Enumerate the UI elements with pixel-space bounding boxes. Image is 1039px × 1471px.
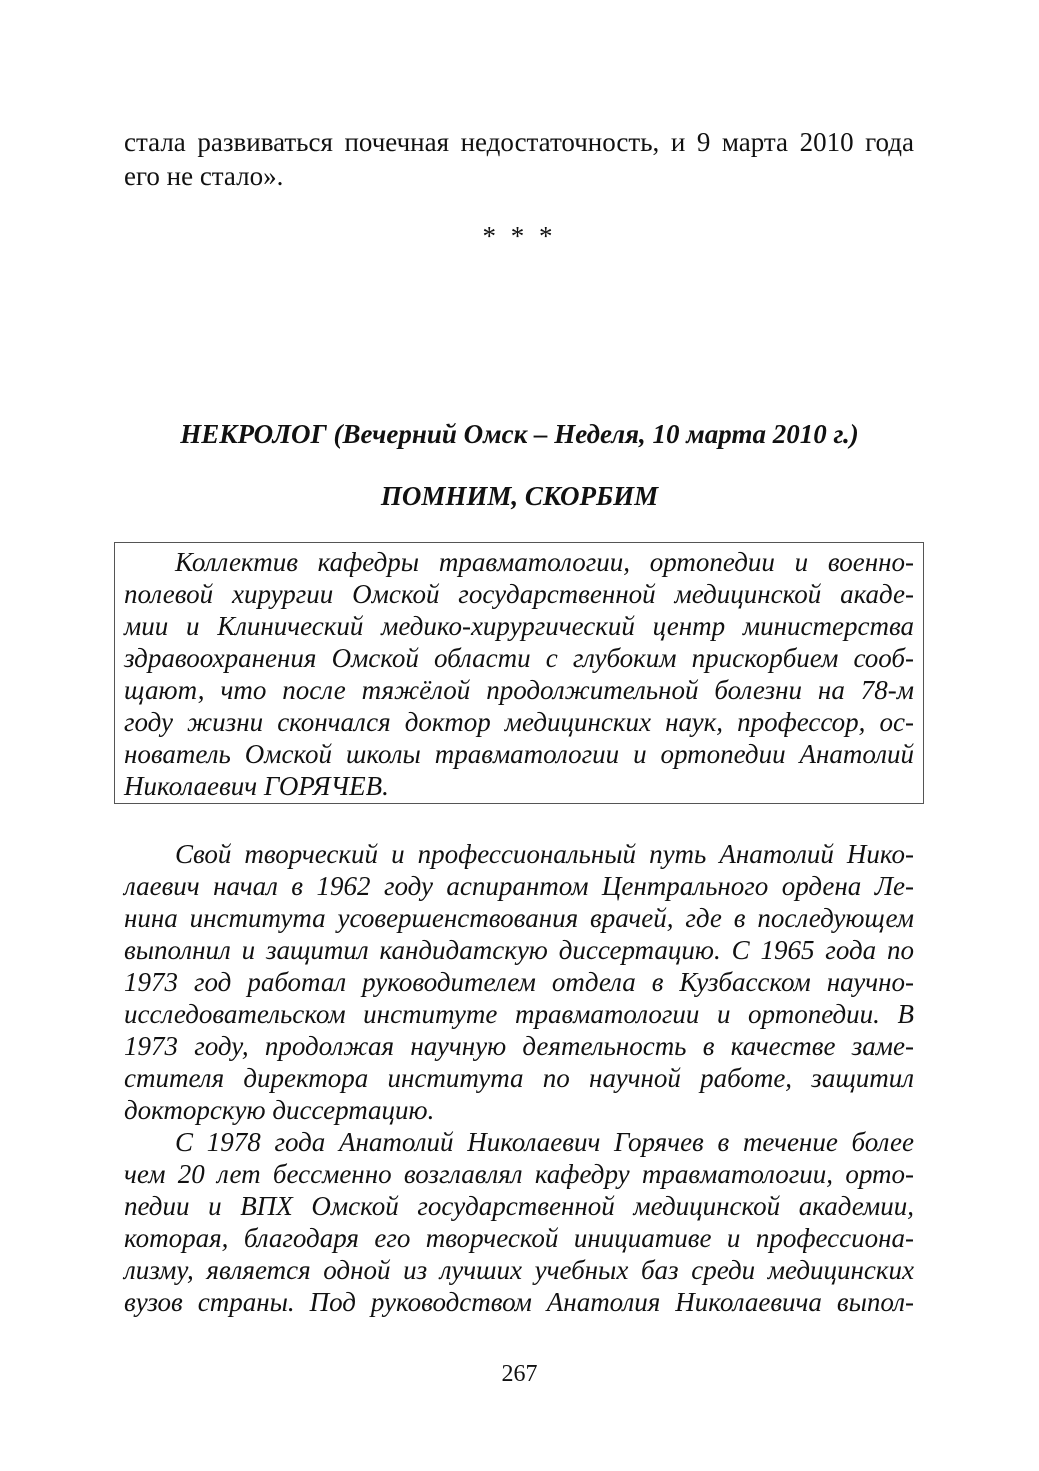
box-line-6: году жизни скончался доктор медицинских наук, профессор, ос-: [124, 707, 914, 737]
intro-line-2: его не стало».: [124, 161, 284, 191]
obituary-subheading: ПОМНИМ, СКОРБИМ: [380, 481, 659, 511]
paragraph2-line-3: педии и ВПХ Омской государственной медицинской академии,: [124, 1191, 914, 1221]
paragraph1-line-6: исследовательском институте травматологии и ортопедии. В: [124, 999, 914, 1029]
paragraph1-line-2: лаевич начал в 1962 году аспирантом Центрального ордена Ле-: [124, 871, 914, 901]
section-separator: * * *: [482, 221, 557, 251]
intro-line-1: стала развиваться почечная недостаточность, и 9 марта 2010 года: [124, 127, 914, 157]
paragraph2-line-2: чем 20 лет бессменно возглавлял кафедру травматологии, орто-: [124, 1159, 914, 1189]
box-line-5: щают, что после тяжёлой продолжительной болезни на 78-м: [124, 675, 914, 705]
paragraph2-line-6: вузов страны. Под руководством Анатолия Николаевича выпол-: [124, 1287, 914, 1317]
box-line-2: полевой хирургии Омской государственной медицинской акаде-: [124, 579, 914, 609]
page-number: 267: [501, 1361, 538, 1387]
box-line-1: Коллектив кафедры травматологии, ортопедии и военно-: [175, 547, 914, 577]
box-line-3: мии и Клинический медико-хирургический центр министерства: [124, 611, 914, 641]
paragraph1-line-4: выполнил и защитил кандидатскую диссертацию. С 1965 года по: [124, 935, 914, 965]
paragraph2-line-5: лизму, является одной из лучших учебных баз среди медицинских: [124, 1255, 914, 1285]
paragraph1-line-7: 1973 году, продолжая научную деятельность в качестве заме-: [124, 1031, 914, 1061]
box-line-7: нователь Омской школы травматологии и ортопедии Анатолий: [124, 739, 914, 769]
box-line-4: здравоохранения Омской области с глубоким прискорбием сооб-: [124, 643, 914, 673]
paragraph1-line-1: Свой творческий и профессиональный путь Анатолий Нико-: [175, 839, 914, 869]
obituary-heading: НЕКРОЛОГ (Вечерний Омск – Неделя, 10 марта 2010 г.): [180, 419, 859, 449]
paragraph2-line-4: которая, благодаря его творческой инициативе и профессиона-: [124, 1223, 914, 1253]
paragraph1-line-5: 1973 год работал руководителем отдела в Кузбасском научно-: [124, 967, 914, 997]
paragraph1-line-3: нина института усовершенствования врачей, где в последующем: [124, 903, 914, 933]
paragraph1-line-9: докторскую диссертацию.: [124, 1095, 435, 1125]
paragraph2-line-1: С 1978 года Анатолий Николаевич Горячев в течение более: [175, 1127, 914, 1157]
box-line-8: Николаевич ГОРЯЧЕВ.: [124, 771, 389, 801]
paragraph1-line-8: стителя директора института по научной работе, защитил: [124, 1063, 914, 1093]
